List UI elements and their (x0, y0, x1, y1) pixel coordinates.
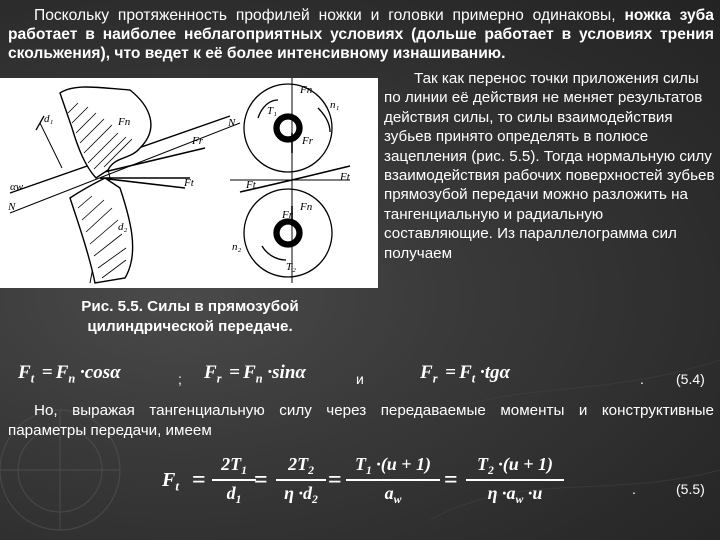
gear-forces-figure (0, 78, 378, 288)
eq-sign-3: = (328, 467, 342, 493)
label-t2: T₂ (286, 261, 296, 273)
fraction-2T2-eta-d2: $2T_2$ $\eta \cdot d_2$ (276, 454, 326, 506)
intro-bold-text: ножка зуба работает в наиболее неблагоприятных условиях (дольше работает в условиях трения скольжения), что ведет к её более интенсивному изнашиванию. (8, 7, 714, 62)
label-N-left: N (8, 201, 16, 213)
formula-fr-sin: $F_r = F_n \cdot\sin\alpha$ (204, 362, 306, 386)
label-ft-1: Ft (184, 177, 194, 189)
label-fn-3: Fn (300, 201, 313, 213)
gear-forces-diagram (0, 78, 378, 288)
label-fn-2: Fn (300, 84, 313, 96)
caption-line-2: цилиндрической передаче. (87, 318, 293, 335)
label-t1: T₁ (267, 105, 277, 117)
figure-caption (40, 297, 340, 337)
eq-sign-1: = (192, 467, 206, 493)
fraction-T2-u-eta-aw-u: $T_2 \cdot(u + 1)$ $\eta \cdot a_w \cdot u$ (466, 454, 564, 506)
intro-text: Поскольку протяженность профилей ножки и головки примерно одинаковы, (34, 7, 616, 24)
label-d1: d₁ (44, 113, 54, 125)
force-explanation-paragraph: Так как перенос точки приложения силы по линии её действия не меняет результатов действия силы, то силы взаимодействия зубьев принято определять в полюсе зацепления (рис. 5.5). Тогда нормальную силу взаимодействия рабочих поверхностей зубьев прямозубой передачи можно разложить на тангенциальную и радиальную составляющие. Из параллелограмма сил получаем (384, 70, 715, 262)
formula-ft-lhs: $F_t$ (162, 469, 179, 494)
label-N-right: N (228, 117, 236, 129)
separator-semicolon: ; (178, 371, 182, 387)
label-fr-2: Fr (302, 135, 313, 147)
intro-paragraph (8, 6, 714, 63)
label-ft-3: Ft (246, 179, 256, 191)
label-fn-1: Fn (118, 116, 131, 128)
formula-5-4-dot: . (640, 371, 644, 387)
separator-and: и (356, 371, 364, 387)
label-fr-3: Fr (282, 209, 293, 221)
equation-number-5-5: (5.5) (676, 481, 705, 497)
eq-sign-4: = (444, 467, 458, 493)
equation-number-5-4: (5.4) (676, 371, 705, 387)
fraction-T1-u-aw: $T_1 \cdot(u + 1)$ $a_w$ (346, 454, 440, 506)
label-ft-2: Ft (340, 171, 350, 183)
label-alpha-w: αw (10, 181, 24, 193)
formula-5-5-dot: . (632, 481, 636, 497)
fraction-2T1-d1: $2T_1$ $d_1$ (212, 454, 256, 506)
formula-ft: $F_t = F_n \cdot\cos\alpha$ (18, 362, 121, 386)
formula-fr-tg: $F_r = F_t \cdot tg\alpha$ (420, 362, 510, 386)
label-fr-1: Fr (192, 135, 203, 147)
caption-line-1: Рис. 5.5. Силы в прямозубой (81, 298, 299, 315)
moment-paragraph: Но, выражая тангенциальную силу через передаваемые моменты и конструктивные параметры передачи, имеем (8, 402, 714, 439)
label-n2: n₂ (232, 241, 242, 253)
label-n1: n₁ (330, 99, 340, 111)
eq-sign-2: = (254, 467, 268, 493)
label-d2: d₂ (118, 221, 128, 233)
